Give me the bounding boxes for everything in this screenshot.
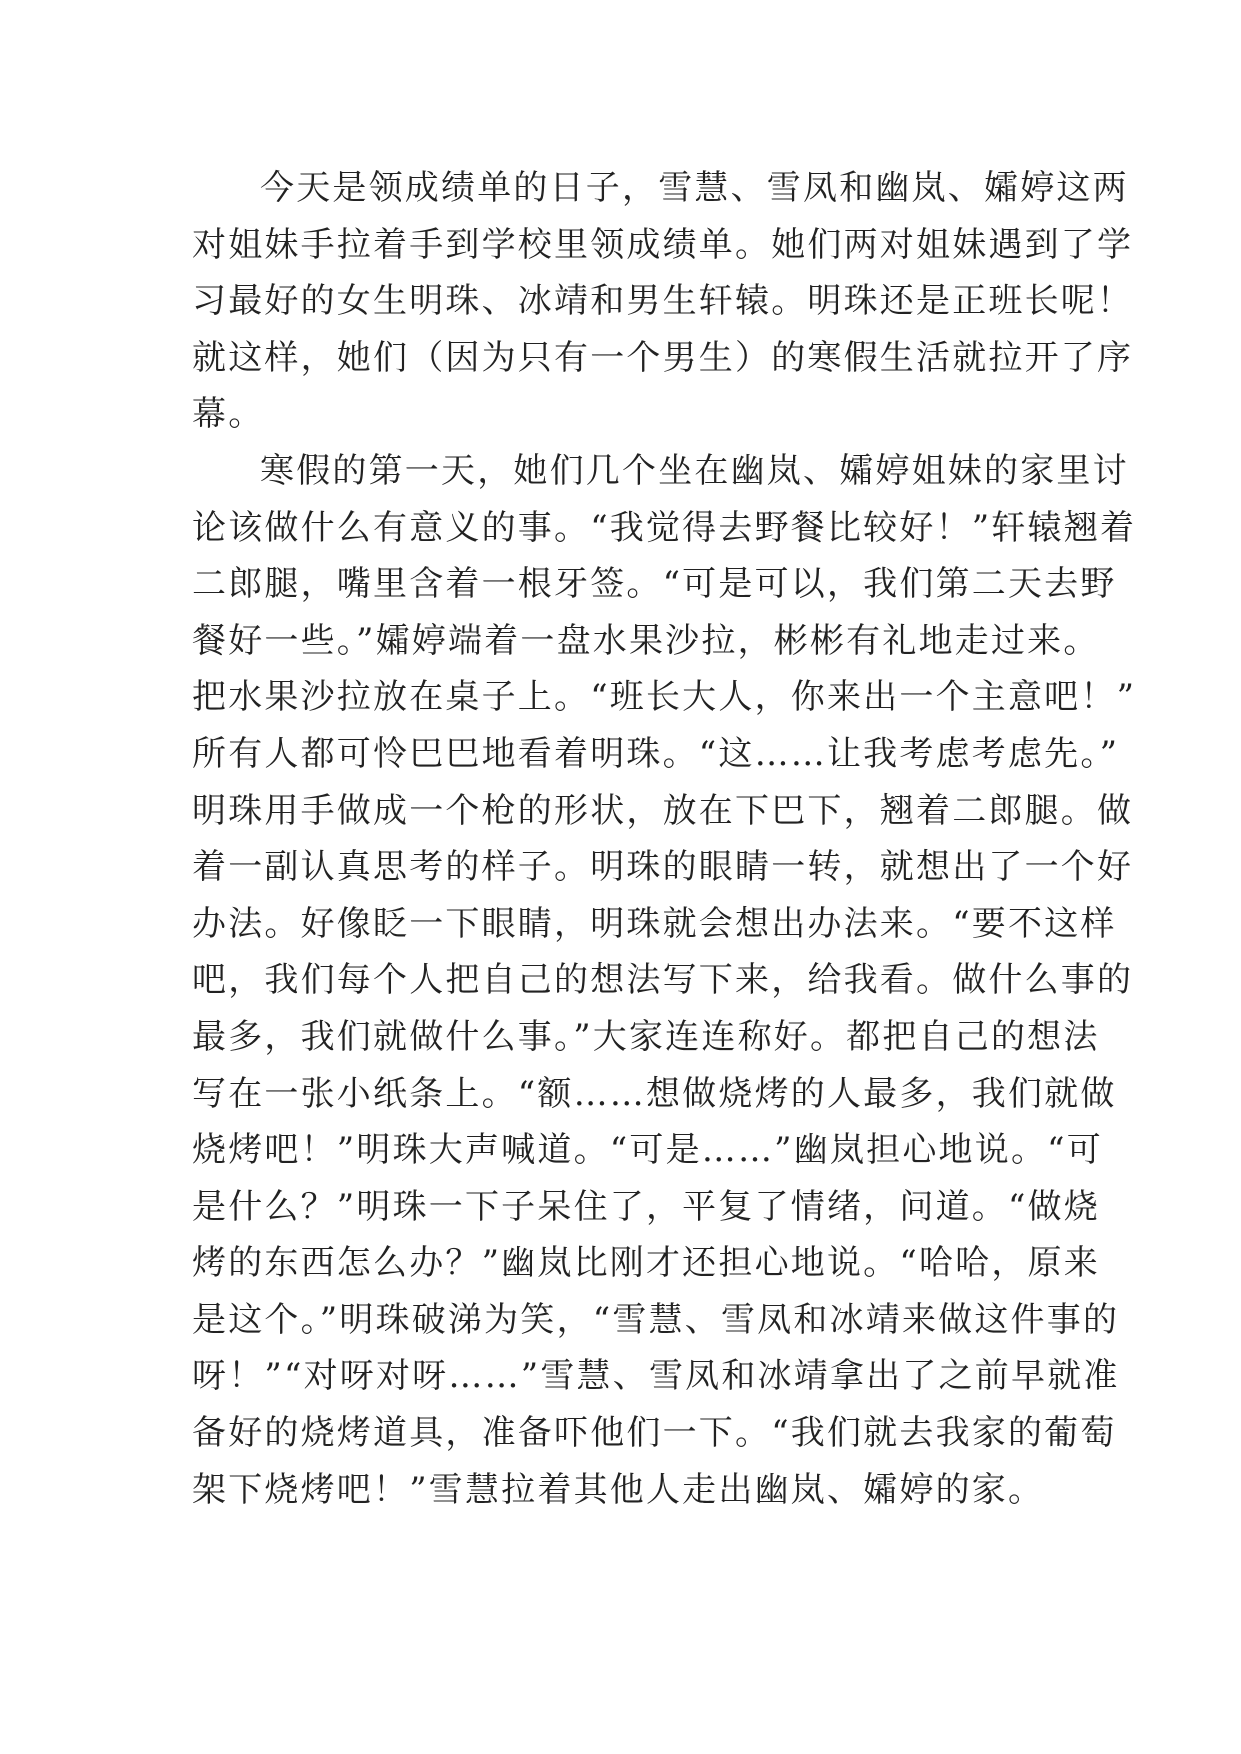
text-line: 今天是领成绩单的日子，雪慧、雪凤和幽岚、孀婷这两 xyxy=(260,168,1129,208)
text-line: 是这个。”明珠破涕为笑，“雪慧、雪凤和冰靖来做这件事的 xyxy=(192,1299,1120,1340)
text-line: 幕。 xyxy=(192,394,265,435)
text-line: 明珠用手做成一个枪的形状，放在下巴下，翘着二郎腿。做 xyxy=(192,790,1134,831)
text-line: 习最好的女生明珠、冰靖和男生轩辕。明珠还是正班长呢！ xyxy=(192,281,1134,322)
text-line: 餐好一些。”孀婷端着一盘水果沙拉，彬彬有礼地走过来。 xyxy=(192,620,1100,661)
text-line: 对姐妹手拉着手到学校里领成绩单。她们两对姐妹遇到了学 xyxy=(192,224,1134,265)
text-line: 最多，我们就做什么事。”大家连连称好。都把自己的想法 xyxy=(192,1016,1100,1057)
text-line: 烤的东西怎么办？”幽岚比刚才还担心地说。“哈哈，原来 xyxy=(192,1243,1100,1284)
text-line: 就这样，她们（因为只有一个男生）的寒假生活就拉开了序 xyxy=(192,337,1134,378)
text-line: 写在一张小纸条上。“额……想做烧烤的人最多，我们就做 xyxy=(192,1073,1117,1114)
text-line: 所有人都可怜巴巴地看着明珠。“这……让我考虑考虑先。” xyxy=(192,733,1120,774)
text-line: 论该做什么有意义的事。“我觉得去野餐比较好！”轩辕翘着 xyxy=(192,507,1137,548)
text-line: 着一副认真思考的样子。明珠的眼睛一转，就想出了一个好 xyxy=(192,847,1134,888)
text-line: 把水果沙拉放在桌子上。“班长大人，你来出一个主意吧！” xyxy=(192,677,1137,718)
text-line: 架下烧烤吧！”雪慧拉着其他人走出幽岚、孀婷的家。 xyxy=(192,1469,1045,1510)
paragraph-1 xyxy=(192,160,1134,443)
text-line: 办法。好像眨一下眼睛，明珠就会想出办法来。“要不这样 xyxy=(192,903,1117,944)
text-line: 烧烤吧！”明珠大声喊道。“可是……”幽岚担心地说。“可 xyxy=(192,1130,1103,1171)
text-line: 呀！”“对呀对呀……”雪慧、雪凤和冰靖拿出了之前早就准 xyxy=(192,1356,1120,1397)
text-line: 吧，我们每个人把自己的想法写下来，给我看。做什么事的 xyxy=(192,960,1134,1001)
document-body xyxy=(192,160,1137,1518)
paragraph-2 xyxy=(192,443,1137,1518)
text-line: 二郎腿，嘴里含着一根牙签。“可是可以，我们第二天去野 xyxy=(192,564,1117,605)
text-line: 是什么？”明珠一下子呆住了，平复了情绪，问道。“做烧 xyxy=(192,1186,1100,1227)
text-line: 备好的烧烤道具，准备吓他们一下。“我们就去我家的葡萄 xyxy=(192,1413,1117,1454)
text-line: 寒假的第一天，她们几个坐在幽岚、孀婷姐妹的家里讨 xyxy=(260,450,1129,491)
